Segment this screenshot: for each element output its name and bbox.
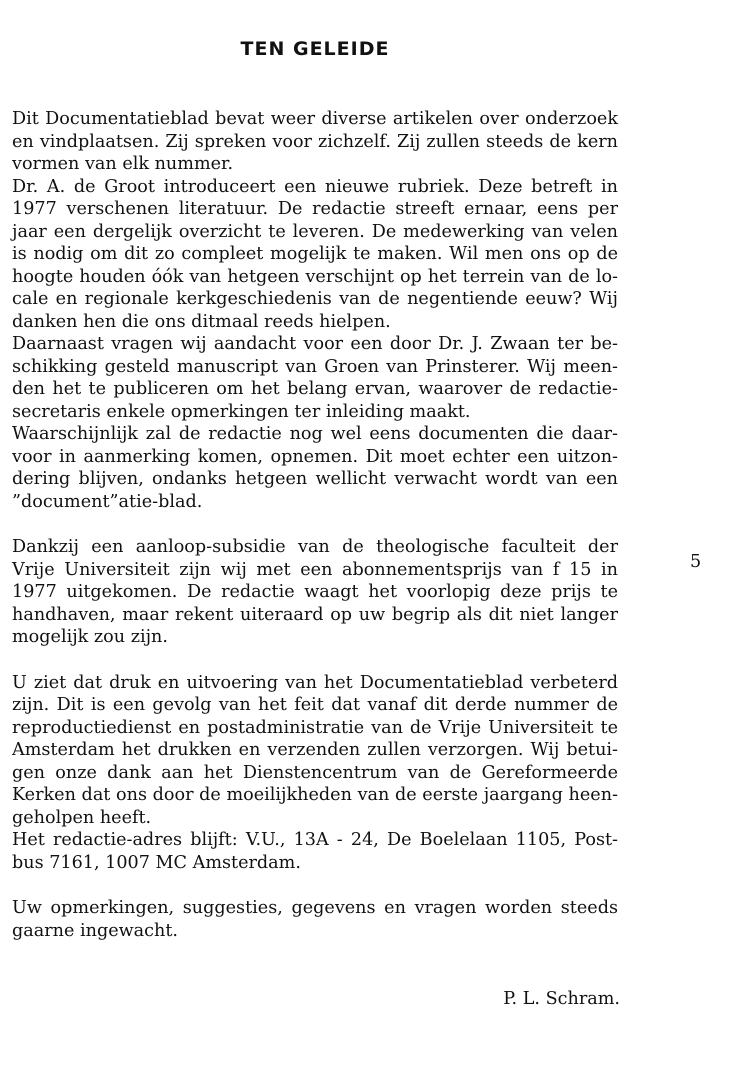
text-line: schikking gesteld manuscript van Groen van Prinsterer. Wij meen-: [12, 356, 618, 377]
text-line: dering blijven, ondanks hetgeen wellicht verwacht wordt van een: [12, 469, 618, 489]
text-line: Amsterdam het drukken en verzenden zullen verzorgen. Wij betui-: [12, 740, 618, 760]
page-title: TEN GELEIDE: [240, 38, 390, 60]
paragraph-printing: [12, 672, 618, 830]
paragraph-closing: [12, 897, 618, 942]
text-line: gen onze dank aan het Dienstencentrum van de Gereformeerde: [12, 762, 618, 783]
text-line: Kerken dat ons door de moeilijkheden van de eerste jaargang heen-: [12, 785, 618, 805]
paragraph-address: [12, 829, 618, 874]
text-line: Daarnaast vragen wij aandacht voor een door Dr. J. Zwaan ter be-: [12, 334, 618, 354]
page-number: 5: [690, 552, 702, 572]
paragraph-intro: [12, 108, 618, 176]
text-line: secretaris enkele opmerkingen ter inleiding maakt.: [12, 401, 471, 422]
text-line: handhaven, maar rekent uiteraard op uw begrip als dit niet langer: [12, 604, 618, 625]
text-line: vormen van elk nummer.: [12, 154, 234, 174]
text-line: ”document”atie-blad.: [12, 491, 203, 512]
text-line: en vindplaatsen. Zij spreken voor zichzelf. Zij zullen steeds de kern: [12, 131, 618, 152]
text-line: U ziet dat druk en uitvoering van het Documentatieblad verbeterd: [12, 672, 618, 693]
text-line: zijn. Dit is een gevolg van het feit dat vanaf dit derde nummer de: [12, 695, 618, 715]
paragraph-gap: [12, 513, 618, 536]
paragraph-manuscript: [12, 333, 618, 423]
text-line: Dr. A. de Groot introduceert een nieuwe rubriek. Deze betreft in: [12, 176, 618, 197]
text-line: jaar een dergelijk overzicht te leveren. De medewerking van velen: [12, 221, 618, 242]
text-line: Vrije Universiteit zijn wij met een abonnementsprijs van f 15 in: [12, 559, 618, 580]
text-line: is nodig om dit zo compleet mogelijk te maken. Wil men ons op de: [12, 244, 618, 264]
text-line: Uw opmerkingen, suggesties, gegevens en vragen worden steeds: [12, 898, 618, 918]
text-line: Dankzij een aanloop-subsidie van de theologische faculteit der: [12, 537, 618, 557]
paragraph-gap: [12, 874, 618, 897]
text-line: Het redactie-adres blijft: V.U., 13A - 24, De Boelelaan 1105, Post-: [12, 830, 618, 850]
signature: P. L. Schram.: [503, 989, 620, 1009]
text-line: reproductiedienst en postadministratie van de Vrije Universiteit te: [12, 717, 618, 738]
paragraph-gap: [12, 649, 618, 672]
text-line: Dit Documentatieblad bevat weer diverse artikelen over onderzoek: [12, 109, 618, 129]
text-line: mogelijk zou zijn.: [12, 627, 168, 647]
text-line: gaarne ingewacht.: [12, 920, 179, 941]
text-line: cale en regionale kerkgeschiedenis van de negentiende eeuw? Wij: [12, 289, 618, 309]
text-line: 1977 uitgekomen. De redactie waagt het voorlopig deze prijs te: [12, 582, 618, 602]
paragraph-new-rubric: [12, 176, 618, 334]
paragraph-subsidy: [12, 536, 618, 649]
text-line: 1977 verschenen literatuur. De redactie streeft ernaar, eens per: [12, 199, 618, 219]
text-line: bus 7161, 1007 MC Amsterdam.: [12, 852, 301, 873]
text-line: den het te publiceren om het belang ervan, waarover de redactie-: [12, 379, 618, 399]
text-line: geholpen heeft.: [12, 807, 152, 828]
text-line: hoogte houden óók van hetgeen verschijnt op het terrein van de lo-: [12, 266, 618, 287]
text-line: Waarschijnlijk zal de redactie nog wel eens documenten die daar-: [12, 424, 618, 444]
article-body: [12, 108, 618, 942]
text-line: voor in aanmerking komen, opnemen. Dit moet echter een uitzon-: [12, 446, 618, 467]
paragraph-documents: [12, 423, 618, 513]
text-line: danken hen die ons ditmaal reeds hielpen.: [12, 311, 391, 332]
